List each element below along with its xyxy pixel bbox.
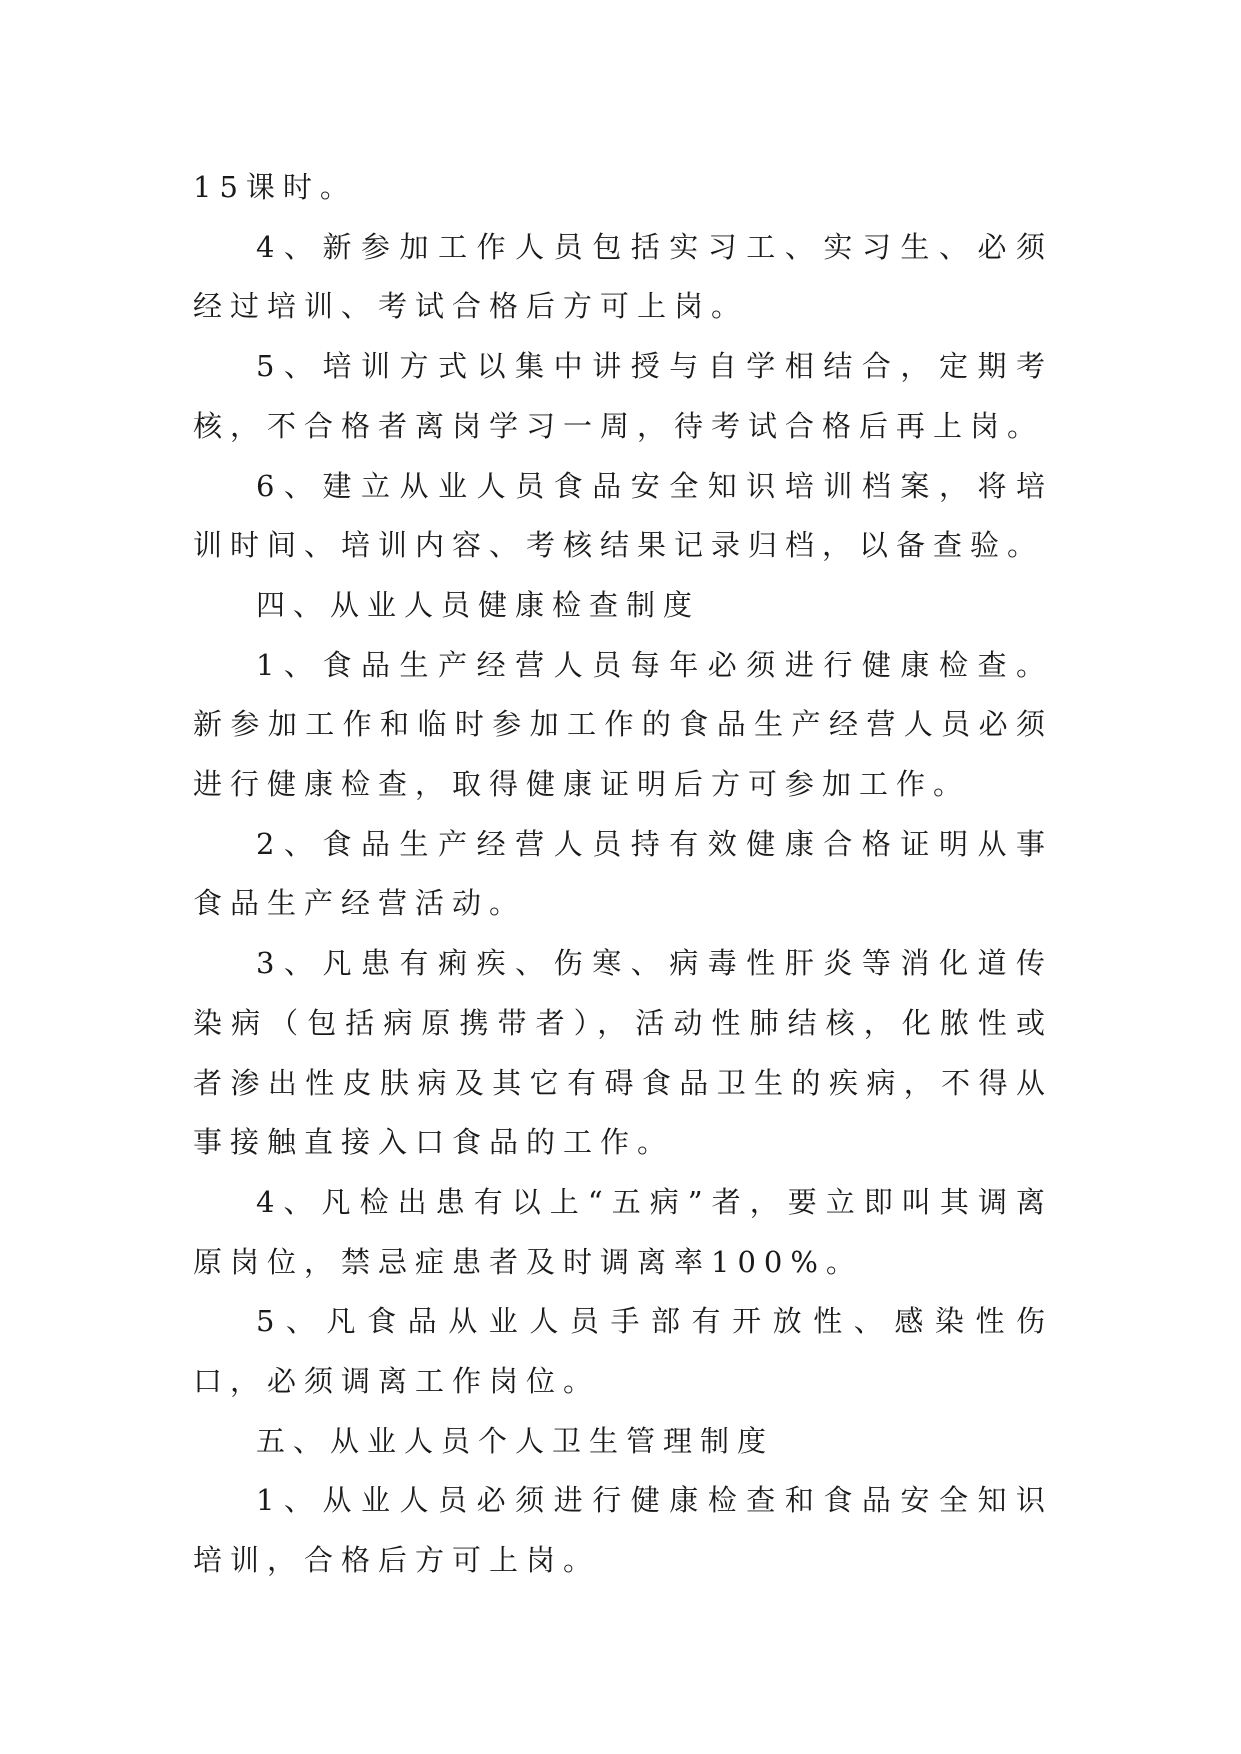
paragraph-item-4-new-staff: 4、新参加工作人员包括实习工、实习生、必须经过培训、考试合格后方可上岗。 bbox=[193, 229, 1053, 324]
section-heading-personal-hygiene: 五、从业人员个人卫生管理制度 bbox=[256, 1423, 775, 1458]
section-heading-health-check: 四、从业人员健康检查制度 bbox=[256, 587, 701, 622]
paragraph-health-item-4: 4、凡检出患有以上“五病”者，要立即叫其调离原岗位，禁忌症患者及时调离率100%。 bbox=[193, 1184, 1053, 1279]
paragraph-health-item-1: 1、食品生产经营人员每年必须进行健康检查。新参加工作和临时参加工作的食品生产经营人员必须进行健康检查，取得健康证明后方可参加工作。 bbox=[193, 647, 1053, 802]
document-body bbox=[193, 158, 1053, 1591]
paragraph-continuation: 15课时。 bbox=[193, 170, 357, 204]
paragraph-health-item-5: 5、凡食品从业人员手部有开放性、感染性伤口，必须调离工作岗位。 bbox=[193, 1304, 1053, 1399]
paragraph-item-5-training-method: 5、培训方式以集中讲授与自学相结合，定期考核，不合格者离岗学习一周，待考试合格后再上岗。 bbox=[193, 349, 1053, 443]
paragraph-item-6-training-archive: 6、建立从业人员食品安全知识培训档案，将培训时间、培训内容、考核结果记录归档，以备查验。 bbox=[193, 468, 1053, 563]
paragraph-health-item-3: 3、凡患有痢疾、伤寒、病毒性肝炎等消化道传染病（包括病原携带者），活动性肺结核，化脓性或者渗出性皮肤病及其它有碍食品卫生的疾病，不得从事接触直接入口食品的工作。 bbox=[193, 946, 1053, 1160]
paragraph-health-item-2: 2、食品生产经营人员持有效健康合格证明从事食品生产经营活动。 bbox=[193, 826, 1053, 921]
paragraph-hygiene-item-1: 1、从业人员必须进行健康检查和食品安全知识培训，合格后方可上岗。 bbox=[193, 1483, 1053, 1578]
